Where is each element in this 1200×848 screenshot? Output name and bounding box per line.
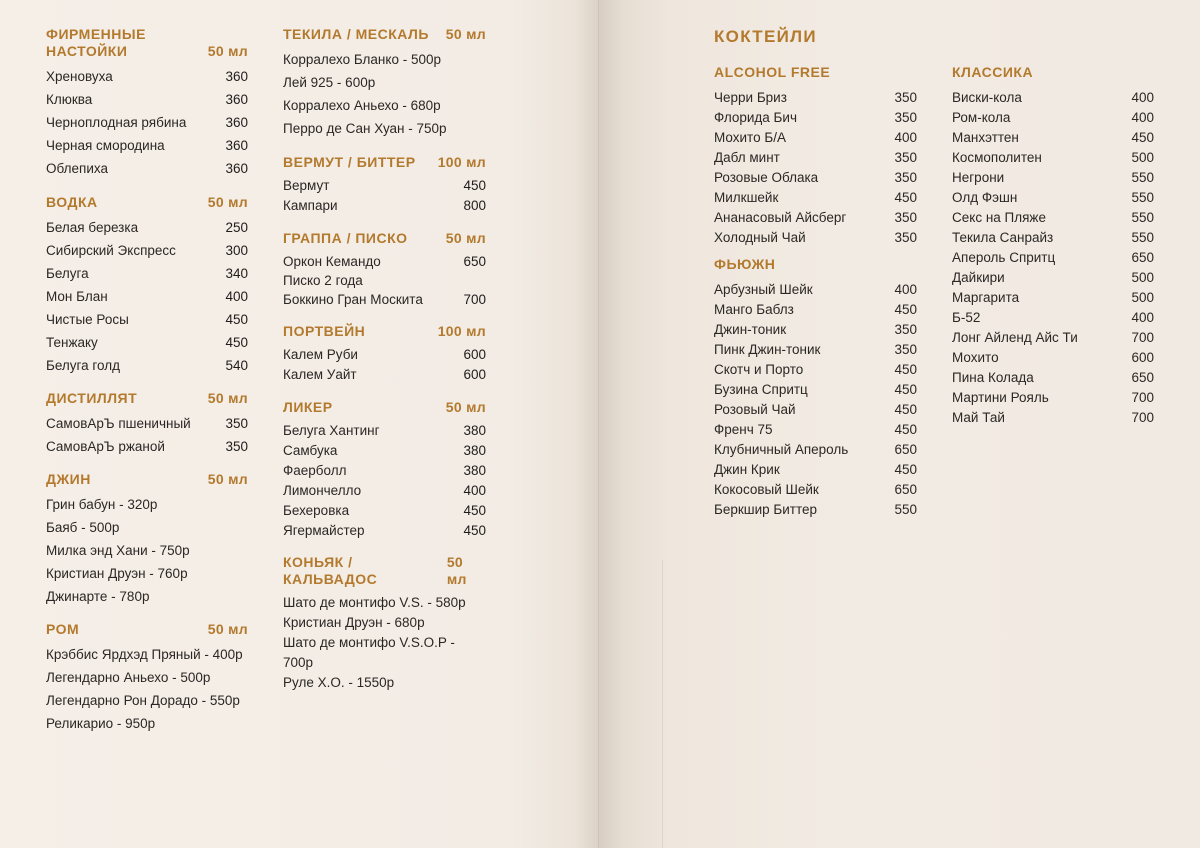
section-title: ВЕРМУТ / БИТТЕР bbox=[283, 154, 416, 170]
cocktail-section bbox=[952, 64, 1154, 428]
menu-item: Легендарно Рон Дорадо - 550р bbox=[46, 693, 240, 708]
menu-item bbox=[46, 134, 248, 157]
menu-column-2 bbox=[283, 26, 486, 693]
item-list bbox=[283, 252, 486, 309]
item-name: Френч 75 bbox=[714, 422, 773, 437]
item-list bbox=[46, 65, 248, 180]
item-name: Мон Блан bbox=[46, 289, 108, 304]
item-price: 450 bbox=[463, 523, 486, 538]
section-volume: 50 мл bbox=[207, 471, 248, 487]
item-price: 450 bbox=[894, 402, 917, 417]
section-header bbox=[283, 230, 486, 247]
section-header bbox=[283, 323, 486, 340]
item-price: 360 bbox=[225, 69, 248, 84]
menu-item: Лей 925 - 600р bbox=[283, 75, 376, 90]
item-price: 300 bbox=[225, 243, 248, 258]
page-fold-shadow bbox=[662, 560, 663, 848]
item-price: 450 bbox=[894, 462, 917, 477]
menu-section bbox=[46, 390, 248, 458]
menu-item: Грин бабун - 320р bbox=[46, 497, 158, 512]
item-price: 400 bbox=[894, 130, 917, 145]
item-price: 400 bbox=[225, 289, 248, 304]
item-name: Белуга bbox=[46, 266, 89, 281]
menu-item bbox=[283, 271, 486, 290]
item-price: 700 bbox=[463, 292, 486, 307]
item-name: Клюква bbox=[46, 92, 93, 107]
item-name: Ягермайстер bbox=[283, 523, 365, 538]
item-list bbox=[46, 216, 248, 377]
section-volume: 50 мл bbox=[207, 621, 248, 637]
menu-item: Корралехо Бланко - 500р bbox=[283, 52, 441, 67]
section-title: ФИРМЕННЫЕ НАСТОЙКИ bbox=[46, 26, 146, 59]
menu-section bbox=[283, 230, 486, 309]
section-header bbox=[46, 390, 248, 407]
section-header bbox=[46, 26, 248, 60]
menu-item bbox=[714, 500, 917, 520]
menu-item bbox=[283, 441, 486, 461]
menu-item bbox=[283, 365, 486, 385]
menu-item bbox=[46, 262, 248, 285]
menu-section bbox=[46, 621, 248, 735]
menu-item bbox=[46, 216, 248, 239]
item-price: 600 bbox=[463, 347, 486, 362]
item-price: 380 bbox=[463, 443, 486, 458]
item-name: Манго Баблз bbox=[714, 302, 794, 317]
item-name: Белуга Хантинг bbox=[283, 423, 380, 438]
menu-item: Баяб - 500р bbox=[46, 520, 120, 535]
item-name: Облепиха bbox=[46, 161, 108, 176]
menu-item bbox=[952, 208, 1154, 228]
section-title: ALCOHOL FREE bbox=[714, 64, 831, 80]
item-name: Кокосовый Шейк bbox=[714, 482, 819, 497]
item-name: Пина Колада bbox=[952, 370, 1034, 385]
menu-item: Шато де монтифо V.S. - 580р bbox=[283, 595, 466, 610]
menu-item: Легендарно Аньехо - 500р bbox=[46, 670, 211, 685]
menu-item: Корралехо Аньехо - 680р bbox=[283, 98, 441, 113]
menu-item bbox=[952, 268, 1154, 288]
menu-section bbox=[283, 554, 486, 693]
item-name: Ананасовый Айсберг bbox=[714, 210, 847, 225]
item-price: 650 bbox=[894, 442, 917, 457]
menu-item: Реликарио - 950р bbox=[46, 716, 156, 731]
item-name: Чистые Росы bbox=[46, 312, 129, 327]
menu-item bbox=[283, 196, 486, 216]
menu-item bbox=[46, 157, 248, 180]
item-price: 400 bbox=[463, 483, 486, 498]
menu-item bbox=[283, 461, 486, 481]
menu-item bbox=[46, 412, 248, 435]
section-volume: 50 мл bbox=[445, 230, 486, 246]
item-price: 700 bbox=[1131, 390, 1154, 405]
menu-item bbox=[714, 208, 917, 228]
section-volume: 50 мл bbox=[207, 43, 248, 59]
item-price: 450 bbox=[894, 302, 917, 317]
book-gutter bbox=[598, 0, 599, 848]
menu-section bbox=[283, 323, 486, 385]
item-name: Розовые Облака bbox=[714, 170, 819, 185]
cocktail-section bbox=[714, 64, 917, 248]
menu-item bbox=[714, 280, 917, 300]
item-name: Бехеровка bbox=[283, 503, 350, 518]
menu-item bbox=[283, 501, 486, 521]
item-list bbox=[283, 421, 486, 541]
menu-item bbox=[714, 400, 917, 420]
item-price: 250 bbox=[225, 220, 248, 235]
menu-item bbox=[46, 88, 248, 111]
item-price: 340 bbox=[225, 266, 248, 281]
item-name: Скотч и Порто bbox=[714, 362, 804, 377]
menu-item bbox=[283, 521, 486, 541]
item-price: 550 bbox=[1131, 190, 1154, 205]
item-price: 700 bbox=[1131, 410, 1154, 425]
menu-section bbox=[283, 26, 486, 140]
menu-item bbox=[46, 354, 248, 377]
menu-item bbox=[714, 188, 917, 208]
item-price: 400 bbox=[894, 282, 917, 297]
item-price: 600 bbox=[1131, 350, 1154, 365]
item-price: 450 bbox=[894, 382, 917, 397]
item-name: Фаерболл bbox=[283, 463, 347, 478]
section-volume: 50 мл bbox=[445, 26, 486, 42]
menu-item bbox=[952, 88, 1154, 108]
section-title: РОМ bbox=[46, 621, 80, 637]
section-header bbox=[283, 26, 486, 43]
item-price: 350 bbox=[225, 416, 248, 431]
item-price: 350 bbox=[894, 342, 917, 357]
item-list bbox=[283, 345, 486, 385]
item-name: Виски-кола bbox=[952, 90, 1022, 105]
section-title: ДЖИН bbox=[46, 471, 91, 487]
menu-item bbox=[952, 368, 1154, 388]
section-title: ЛИКЕР bbox=[283, 399, 333, 415]
item-list bbox=[46, 643, 248, 735]
menu-item bbox=[283, 421, 486, 441]
item-name: Ром-кола bbox=[952, 110, 1011, 125]
item-name: Калем Уайт bbox=[283, 367, 357, 382]
item-price: 550 bbox=[894, 502, 917, 517]
menu-item bbox=[952, 128, 1154, 148]
menu-item bbox=[46, 111, 248, 134]
item-name: Оркон Кемандо bbox=[283, 254, 381, 269]
item-price: 650 bbox=[894, 482, 917, 497]
item-name: Текила Санрайз bbox=[952, 230, 1054, 245]
item-name: Калем Руби bbox=[283, 347, 358, 362]
item-name: Черри Бриз bbox=[714, 90, 787, 105]
item-price: 540 bbox=[225, 358, 248, 373]
menu-item bbox=[714, 168, 917, 188]
menu-item bbox=[283, 176, 486, 196]
menu-item bbox=[952, 248, 1154, 268]
cocktails-title: КОКТЕЙЛИ bbox=[714, 27, 817, 46]
item-price: 350 bbox=[894, 170, 917, 185]
menu-section bbox=[283, 399, 486, 541]
item-name: Манхэттен bbox=[952, 130, 1019, 145]
section-title: КОНЬЯК / КАЛЬВАДОС bbox=[283, 554, 378, 587]
item-price: 500 bbox=[1131, 150, 1154, 165]
menu-item bbox=[952, 228, 1154, 248]
menu-item bbox=[283, 481, 486, 501]
item-price: 500 bbox=[1131, 270, 1154, 285]
item-list bbox=[952, 88, 1154, 428]
item-name: СамовАрЪ пшеничный bbox=[46, 416, 191, 431]
section-title: ФЬЮЖН bbox=[714, 256, 776, 272]
section-title: КЛАССИКА bbox=[952, 64, 1034, 80]
menu-item bbox=[952, 328, 1154, 348]
item-name: Белуга голд bbox=[46, 358, 121, 373]
item-price: 360 bbox=[225, 161, 248, 176]
item-list bbox=[283, 176, 486, 216]
menu-item: Руле X.O. - 1550р bbox=[283, 675, 395, 690]
menu-item: Джинарте - 780р bbox=[46, 589, 150, 604]
menu-item bbox=[714, 480, 917, 500]
item-name: Холодный Чай bbox=[714, 230, 806, 245]
section-volume: 100 мл bbox=[437, 154, 486, 170]
item-price: 450 bbox=[1131, 130, 1154, 145]
item-name: Клубничный Апероль bbox=[714, 442, 849, 457]
section-header bbox=[46, 621, 248, 638]
item-name: Маргарита bbox=[952, 290, 1020, 305]
item-price: 360 bbox=[225, 92, 248, 107]
section-volume: 50 мл bbox=[207, 194, 248, 210]
item-name: Сибирский Экспресс bbox=[46, 243, 176, 258]
item-name: Джин-тоник bbox=[714, 322, 787, 337]
item-price: 700 bbox=[1131, 330, 1154, 345]
item-name: Мохито Б/А bbox=[714, 130, 786, 145]
menu-item bbox=[46, 65, 248, 88]
item-name: Лонг Айленд Айс Ти bbox=[952, 330, 1078, 345]
section-volume: 50 мл bbox=[446, 554, 467, 587]
menu-item: Крэббис Ярдхэд Пряный - 400р bbox=[46, 647, 243, 662]
item-name: Хреновуха bbox=[46, 69, 113, 84]
menu-section bbox=[283, 154, 486, 216]
menu-item: Кристиан Друэн - 680р bbox=[283, 615, 425, 630]
item-name: Розовый Чай bbox=[714, 402, 796, 417]
section-title: ПОРТВЕЙН bbox=[283, 323, 366, 339]
section-header bbox=[46, 471, 248, 488]
item-name: Черноплодная рябина bbox=[46, 115, 187, 130]
section-title: ВОДКА bbox=[46, 194, 98, 210]
item-name: Бузина Спритц bbox=[714, 382, 808, 397]
menu-item bbox=[46, 435, 248, 458]
item-price: 350 bbox=[894, 210, 917, 225]
menu-item bbox=[283, 290, 486, 309]
item-name: Боккино Гран Москита bbox=[283, 292, 423, 307]
item-name: Беркшир Биттер bbox=[714, 502, 818, 517]
section-header bbox=[283, 154, 486, 171]
section-header bbox=[46, 194, 248, 211]
item-name: Арбузный Шейк bbox=[714, 282, 813, 297]
item-price: 550 bbox=[1131, 230, 1154, 245]
menu-item bbox=[283, 345, 486, 365]
menu-item: Кристиан Друэн - 760р bbox=[46, 566, 188, 581]
menu-item: Перро де Сан Хуан - 750р bbox=[283, 121, 447, 136]
item-price: 650 bbox=[1131, 370, 1154, 385]
item-name: СамовАрЪ ржаной bbox=[46, 439, 165, 454]
menu-item bbox=[714, 300, 917, 320]
item-price: 360 bbox=[225, 138, 248, 153]
item-price: 380 bbox=[463, 423, 486, 438]
item-name: Писко 2 года bbox=[283, 273, 363, 288]
item-price: 400 bbox=[1131, 310, 1154, 325]
item-name: Дайкири bbox=[952, 270, 1005, 285]
item-price: 360 bbox=[225, 115, 248, 130]
item-price: 400 bbox=[1131, 110, 1154, 125]
item-name: Мохито bbox=[952, 350, 999, 365]
menu-item bbox=[46, 239, 248, 262]
item-price: 550 bbox=[1131, 170, 1154, 185]
item-price: 500 bbox=[1131, 290, 1154, 305]
section-title: ДИСТИЛЛЯТ bbox=[46, 390, 138, 406]
menu-item: Милка энд Хани - 750р bbox=[46, 543, 190, 558]
menu-item: Шато де монтифо V.S.O.P - 700р bbox=[283, 635, 455, 670]
item-name: Олд Фэшн bbox=[952, 190, 1018, 205]
item-price: 380 bbox=[463, 463, 486, 478]
section-volume: 50 мл bbox=[207, 390, 248, 406]
section-header bbox=[283, 554, 486, 588]
item-list bbox=[283, 48, 486, 140]
item-price: 350 bbox=[225, 439, 248, 454]
section-header bbox=[283, 399, 486, 416]
item-price: 800 bbox=[463, 198, 486, 213]
menu-item bbox=[952, 148, 1154, 168]
menu-item bbox=[952, 408, 1154, 428]
menu-column-4 bbox=[952, 64, 1154, 428]
menu-item bbox=[714, 380, 917, 400]
item-name: Апероль Спритц bbox=[952, 250, 1056, 265]
menu-item bbox=[714, 340, 917, 360]
menu-item bbox=[714, 420, 917, 440]
section-volume: 50 мл bbox=[445, 399, 486, 415]
cocktail-section bbox=[714, 256, 917, 520]
item-name: Негрони bbox=[952, 170, 1005, 185]
item-price: 450 bbox=[894, 190, 917, 205]
menu-item bbox=[283, 252, 486, 271]
menu-item bbox=[952, 388, 1154, 408]
item-price: 350 bbox=[894, 230, 917, 245]
item-price: 450 bbox=[894, 422, 917, 437]
item-price: 600 bbox=[463, 367, 486, 382]
item-list bbox=[283, 593, 486, 693]
item-name: Космополитен bbox=[952, 150, 1042, 165]
section-title: ТЕКИЛА / МЕСКАЛЬ bbox=[283, 26, 429, 42]
item-name: Тенжаку bbox=[46, 335, 98, 350]
menu-column-1 bbox=[46, 26, 248, 735]
item-price: 450 bbox=[225, 335, 248, 350]
menu-item bbox=[714, 460, 917, 480]
item-price: 400 bbox=[1131, 90, 1154, 105]
item-price: 450 bbox=[894, 362, 917, 377]
item-price: 350 bbox=[894, 150, 917, 165]
item-name: Флорида Бич bbox=[714, 110, 797, 125]
item-name: Мартини Рояль bbox=[952, 390, 1049, 405]
menu-item bbox=[952, 108, 1154, 128]
section-title: ГРАППА / ПИСКО bbox=[283, 230, 408, 246]
menu-item bbox=[714, 128, 917, 148]
item-price: 350 bbox=[894, 90, 917, 105]
item-name: Кампари bbox=[283, 198, 338, 213]
item-price: 650 bbox=[1131, 250, 1154, 265]
item-name: Черная смородина bbox=[46, 138, 165, 153]
menu-item bbox=[714, 360, 917, 380]
item-price: 350 bbox=[894, 322, 917, 337]
item-name: Пинк Джин-тоник bbox=[714, 342, 821, 357]
menu-section bbox=[46, 194, 248, 377]
menu-item bbox=[714, 108, 917, 128]
menu-item bbox=[952, 348, 1154, 368]
menu-section bbox=[46, 471, 248, 608]
section-volume: 100 мл bbox=[437, 323, 486, 339]
item-price: 450 bbox=[463, 503, 486, 518]
item-name: Джин Крик bbox=[714, 462, 780, 477]
menu-item bbox=[714, 320, 917, 340]
menu-item bbox=[714, 440, 917, 460]
item-name: Белая березка bbox=[46, 220, 139, 235]
menu-item bbox=[952, 168, 1154, 188]
item-name: Б-52 bbox=[952, 310, 981, 325]
menu-item bbox=[714, 148, 917, 168]
menu-item bbox=[46, 285, 248, 308]
item-price: 450 bbox=[463, 178, 486, 193]
item-name: Вермут bbox=[283, 178, 330, 193]
item-name: Самбука bbox=[283, 443, 338, 458]
item-name: Дабл минт bbox=[714, 150, 780, 165]
item-list bbox=[714, 88, 917, 248]
item-name: Лимончелло bbox=[283, 483, 362, 498]
menu-item bbox=[714, 88, 917, 108]
item-name: Секс на Пляже bbox=[952, 210, 1046, 225]
menu-item bbox=[46, 331, 248, 354]
item-price: 650 bbox=[463, 254, 486, 269]
menu-item bbox=[952, 308, 1154, 328]
menu-column-3 bbox=[714, 64, 917, 520]
item-price: 450 bbox=[225, 312, 248, 327]
item-price: 350 bbox=[894, 110, 917, 125]
menu-section bbox=[46, 26, 248, 180]
item-list bbox=[714, 280, 917, 520]
menu-item bbox=[714, 228, 917, 248]
menu-item bbox=[952, 288, 1154, 308]
item-name: Милкшейк bbox=[714, 190, 779, 205]
menu-item bbox=[952, 188, 1154, 208]
item-list bbox=[46, 493, 248, 608]
menu-item bbox=[46, 308, 248, 331]
item-price: 550 bbox=[1131, 210, 1154, 225]
item-name: Май Тай bbox=[952, 410, 1005, 425]
item-list bbox=[46, 412, 248, 458]
